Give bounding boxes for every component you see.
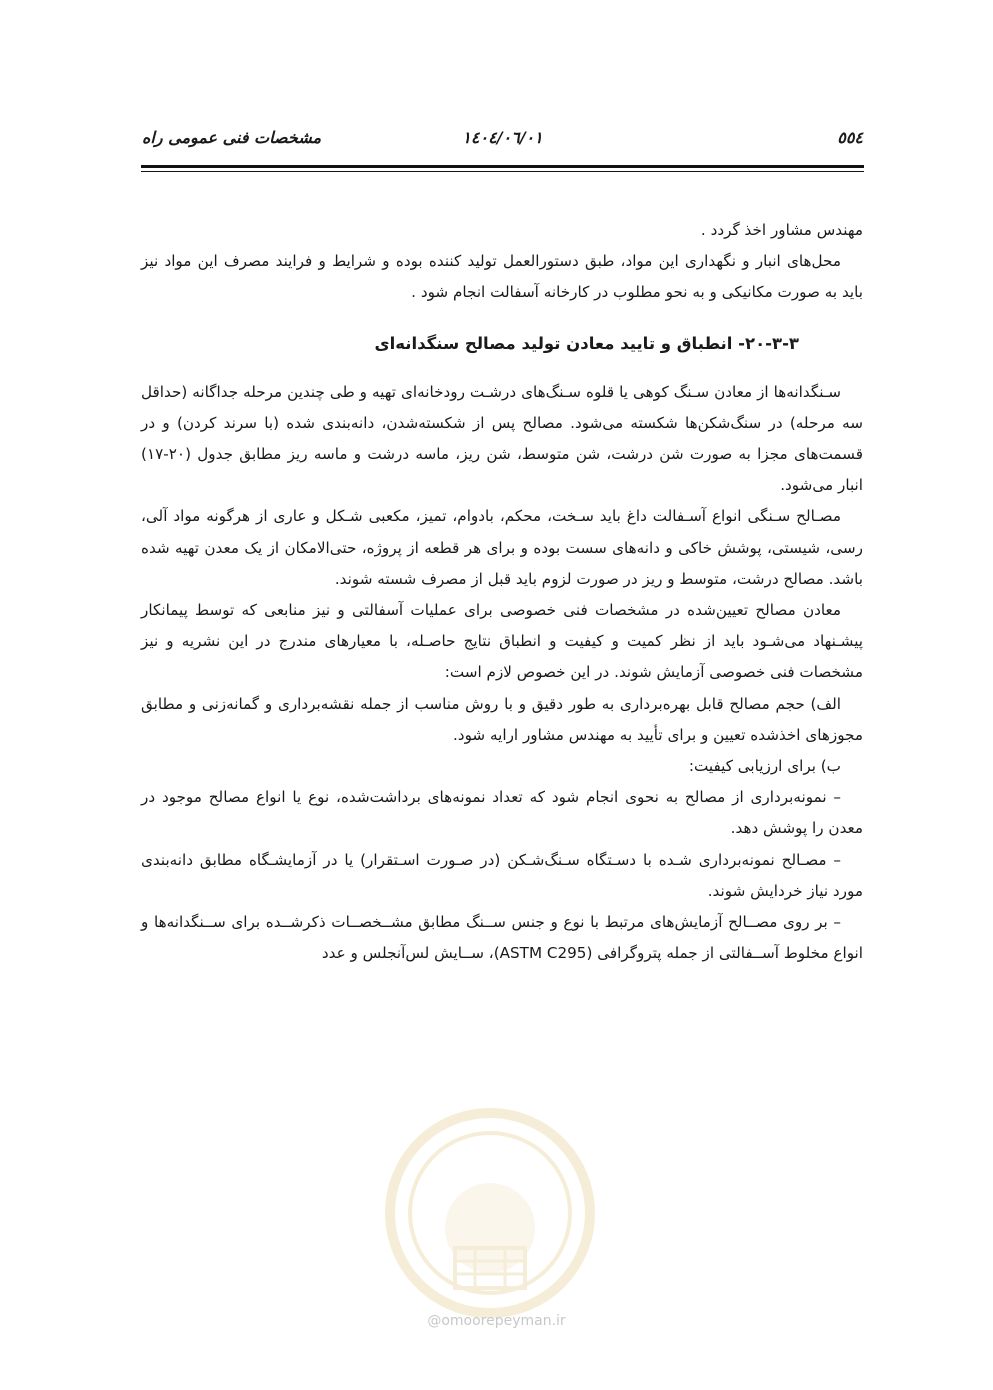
bullet-item: – بر روی مصــالح آزمایش‌های مرتبط با نوع و جنس ســنگ مطابق مشــخصــات ذکرشــده برای ســنگدانه‌ها و انواع مخلوط آســفالتی از جمله پتروگرافی (ASTM C295)، ســایش لس‌آنجلس و عدد bbox=[141, 913, 863, 963]
section-heading: ۲۰-۳-۳- انطباق و تایید معادن تولید مصالح سنگدانه‌ای bbox=[374, 333, 799, 353]
header-rule-thin bbox=[141, 171, 864, 172]
watermark-text: @omoorepeyman.ir bbox=[427, 1313, 566, 1329]
page-number: ٥٥٤ bbox=[837, 128, 863, 147]
paragraph: مصـالح سـنگی انواع آسـفالت داغ باید سـخت، محکم، بادوام، تمیز، مکعبی شـکل و عاری از هرگونه مواد آلی، رسی، شیستی، پوشش خاکی و دانه‌های سست بوده و برای هر قطعه از پروژه، حتی‌الامکان از یک معدن تهیه شده باشد. مصالح درشت، متوسط و ریز در صورت لزوم باید قبل از مصرف شسته شوند. bbox=[141, 507, 863, 588]
paragraph: الف) حجم مصالح قابل بهره‌برداری به طور دقیق و با روش مناسب از جمله نقشه‌برداری و گمانه‌زنی و مطابق مجوزهای اخذشده تعیین و برای تأیید به مهندس مشاور ارایه شود. bbox=[141, 694, 863, 744]
paragraph: ب) برای ارزیابی کیفیت: bbox=[688, 757, 841, 776]
paragraph: مهندس مشاور اخذ گردد . bbox=[700, 221, 863, 239]
header-date: ١٤٠٤/٠٦/٠١ bbox=[462, 128, 543, 147]
paragraph: محل‌های انبار و نگهداری این مواد، طبق دستورالعمل تولید کننده بوده و شرایط و فرایند مصرف این مواد نیز باید به صورت مکانیکی و به نحو مطلوب در کارخانه آسفالت انجام شود . bbox=[141, 252, 863, 302]
paragraph: معادن مصالح تعیین‌شده در مشخصات فنی خصوصی برای عملیات آسفالتی و نیز منابعی که توسط پیمانکار پیشـنهاد می‌شـود باید از نظر کمیت و کیفیت و انطباق نتایج حاصـله، با معیارهای مندرج در این نشریه و نیز مشخصات فنی خصوصی آزمایش شوند. در این خصوص لازم است: bbox=[141, 601, 863, 682]
body-text bbox=[141, 215, 863, 969]
bullet-item: – نمونه‌برداری از مصالح به نحوی انجام شود که تعداد نمونه‌های برداشت‌شده، نوع یا انواع مصالح موجود در معدن را پوشش دهد. bbox=[141, 788, 863, 838]
bullet-item: – مصـالح نمونه‌برداری شـده با دسـتگاه سـنگ‌شـکن (در صـورت اسـتقرار) یا در آزمایشـگاه مطابق دانه‌بندی مورد نیاز خردایش شوند. bbox=[141, 850, 863, 900]
paragraph: سـنگدانه‌ها از معادن سـنگ کوهی یا قلوه سـنگ‌های درشـت رودخانه‌ای تهیه و طی چندین مرحله جداگانه (حداقل سه مرحله) در سنگ‌شکن‌ها شکسته می‌شود. مصالح پس از شکسته‌شدن، دانه‌بندی شده (با سرند کردن) و در قسمت‌های مجزا به صورت شن درشت، شن متوسط، شن ریز، ماسه درشت و ماسه ریز مطابق جدول (۲۰-۱۷) انبار می‌شود. bbox=[141, 382, 863, 495]
header-rule-thick bbox=[141, 165, 864, 168]
page-header bbox=[142, 128, 863, 154]
watermark-logo-icon bbox=[375, 1098, 605, 1328]
document-title: مشخصات فنی عمومی راه bbox=[142, 128, 322, 147]
